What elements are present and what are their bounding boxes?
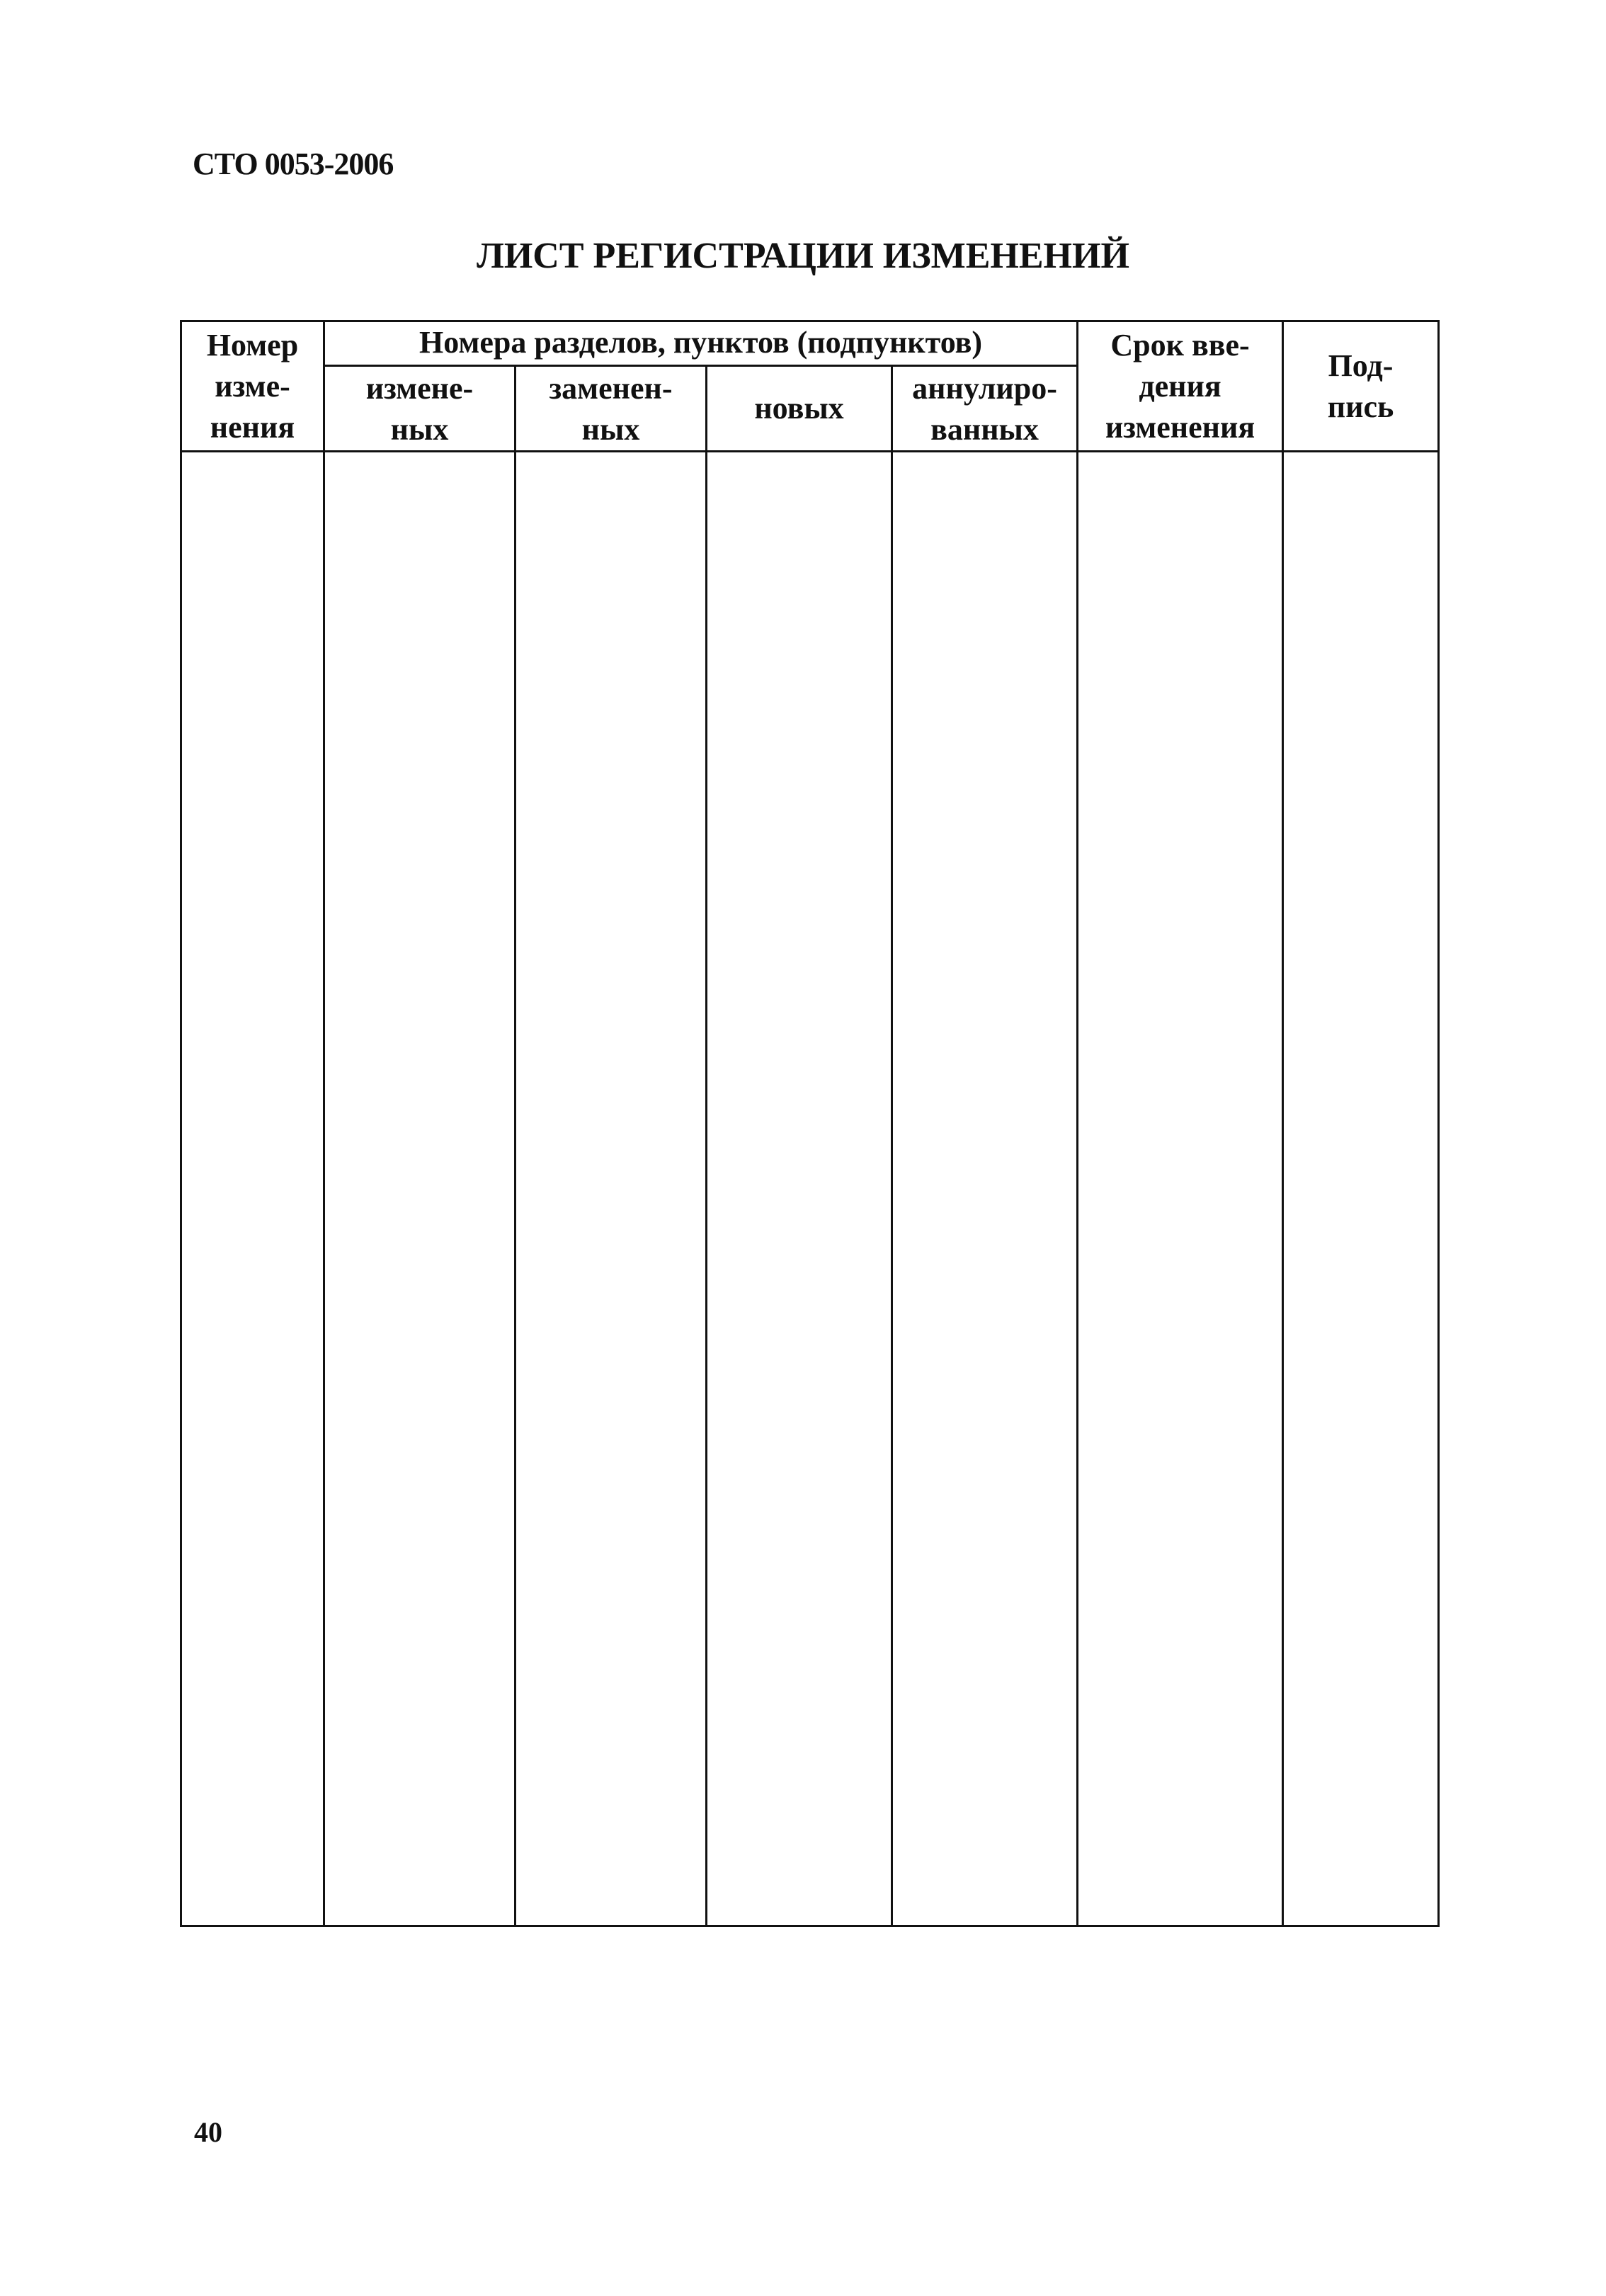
page-number: 40 bbox=[194, 2116, 222, 2148]
header-effective-date: Срок вве- дения изменения bbox=[1078, 321, 1283, 452]
cell-signature bbox=[1283, 452, 1439, 1926]
header-signature: Под- пись bbox=[1283, 321, 1439, 452]
header-new: новых bbox=[707, 366, 892, 452]
document-code: СТО 0053-2006 bbox=[193, 147, 394, 181]
header-cancelled: аннулиро- ванных bbox=[892, 366, 1078, 452]
cell-replaced bbox=[516, 452, 707, 1926]
header-replaced: заменен- ных bbox=[516, 366, 707, 452]
header-change-number: Номер изме- нения bbox=[181, 321, 324, 452]
header-section-numbers: Номера разделов, пунктов (подпунктов) bbox=[324, 321, 1078, 366]
cell-new bbox=[707, 452, 892, 1926]
cell-changed bbox=[324, 452, 516, 1926]
header-changed: измене- ных bbox=[324, 366, 516, 452]
cell-cancelled bbox=[892, 452, 1078, 1926]
change-registration-table bbox=[180, 320, 1440, 1927]
cell-change-number bbox=[181, 452, 324, 1926]
page-title: ЛИСТ РЕГИСТРАЦИИ ИЗМЕНЕНИЙ bbox=[477, 236, 1129, 276]
cell-effective-date bbox=[1078, 452, 1283, 1926]
table-row bbox=[181, 452, 1439, 1926]
